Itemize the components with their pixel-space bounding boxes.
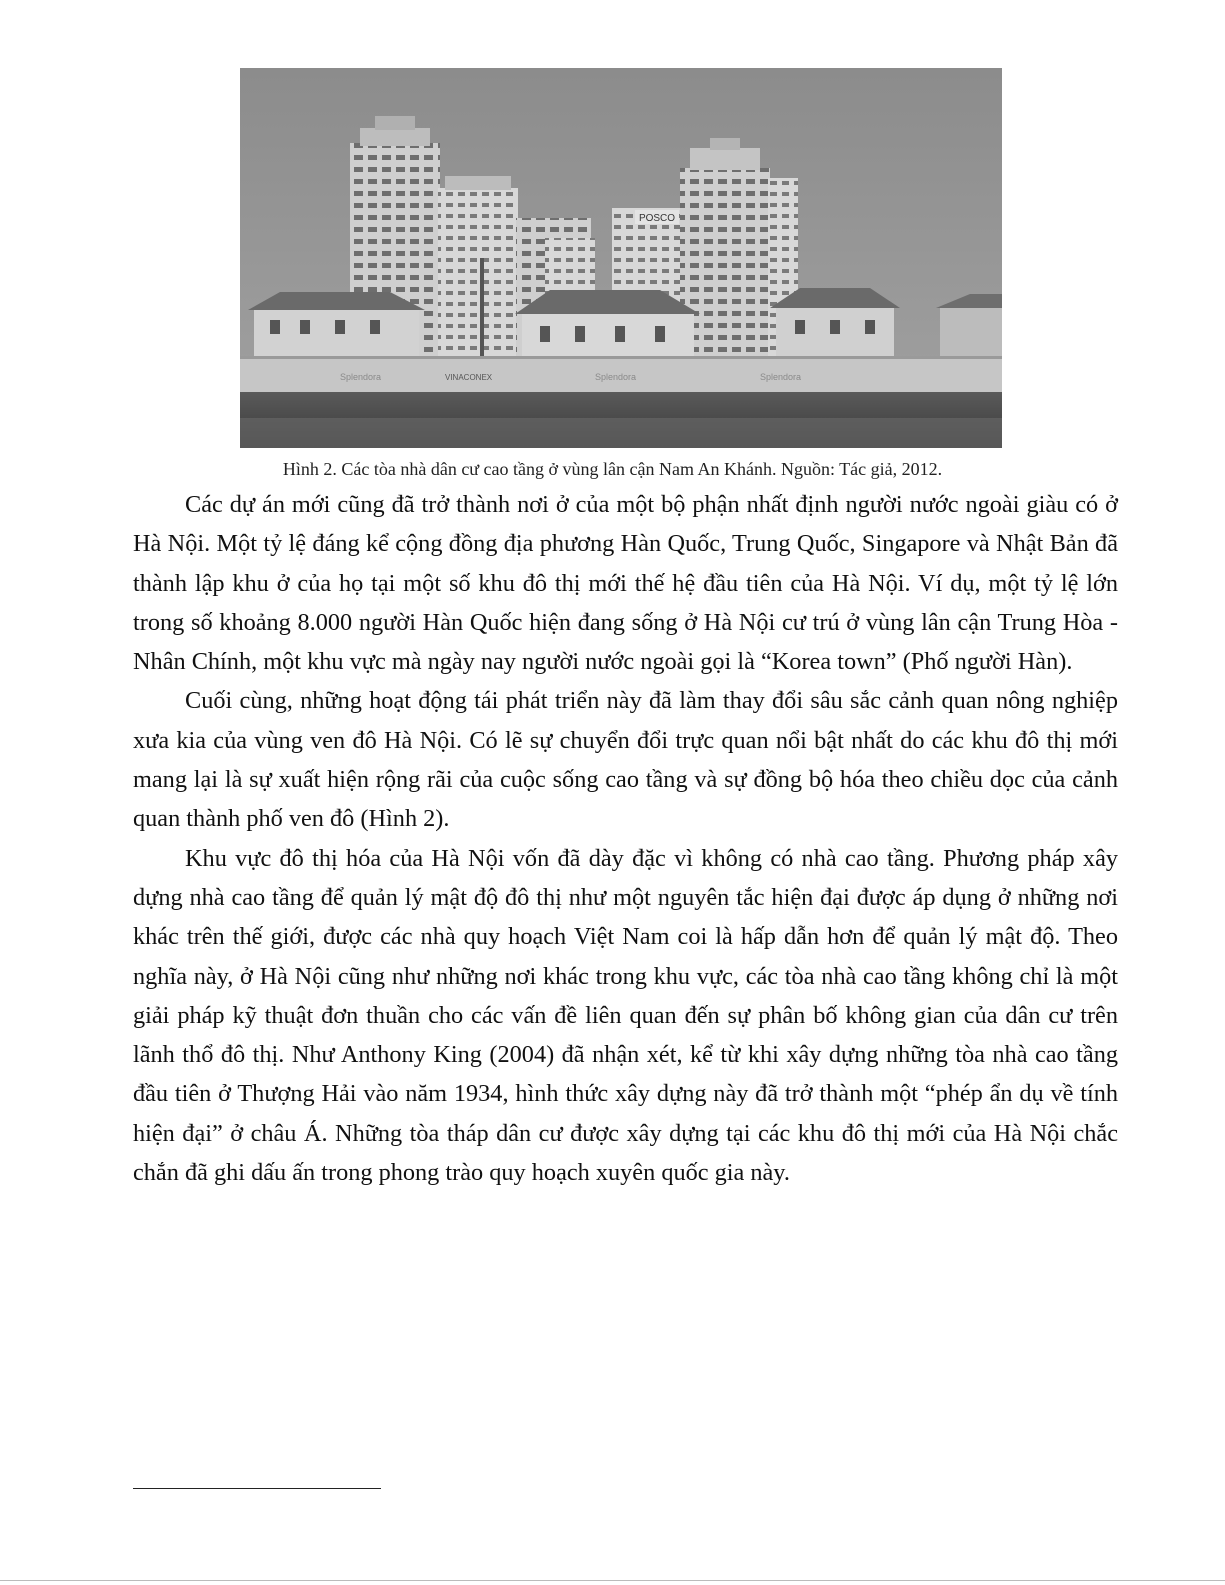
page-bottom-rule (0, 1580, 1225, 1581)
posco-sign: POSCO (638, 213, 676, 224)
wall-logo-2: VINACONEX (445, 373, 493, 382)
wall-logo-4: Splendora (760, 372, 802, 382)
figure-photo (240, 68, 1002, 448)
wall-logo-3: Splendora (595, 372, 637, 382)
footnote-separator (133, 1488, 381, 1489)
body-text (133, 485, 1118, 1192)
paragraph-3: Khu vực đô thị hóa của Hà Nội vốn đã dày đặc vì không có nhà cao tầng. Phương pháp xây dựng nhà cao tầng để quản lý mật độ đô thị như một nguyên tắc hiện đại được áp dụng ở những nơi khác trên thế giới, được các nhà quy hoạch Việt Nam coi là hấp dẫn hơn để quản lý mật độ. Theo nghĩa này, ở Hà Nội cũng như những nơi khác trong khu vực, các tòa nhà cao tầng không chỉ là một giải pháp kỹ thuật đơn thuần cho các vấn đề liên quan đến sự phân bố không gian của dân cư trên lãnh thổ đô thị. Như Anthony King (2004) đã nhận xét, kể từ khi xây dựng những tòa nhà cao tầng đầu tiên ở Thượng Hải vào năm 1934, hình thức xây dựng này đã trở thành một “phép ẩn dụ về tính hiện đại” ở châu Á. Những tòa tháp dân cư được xây dựng tại các khu đô thị mới của Hà Nội chắc chắn đã ghi dấu ấn trong phong trào quy hoạch xuyên quốc gia này. (133, 844, 1118, 1187)
wall-logo-1: Splendora (340, 372, 382, 382)
paragraph-2: Cuối cùng, những hoạt động tái phát triển này đã làm thay đổi sâu sắc cảnh quan nông nghiệp xưa kia của vùng ven đô Hà Nội. Có lẽ sự chuyển đổi trực quan nổi bật nhất do các khu đô thị mới mang lại là sự xuất hiện rộng rãi của cuộc sống cao tầng và sự đồng bộ hóa theo chiều dọc của cảnh quan thành phố ven đô (Hình 2). (133, 687, 1118, 833)
figure-caption: Hình 2. Các tòa nhà dân cư cao tầng ở vùng lân cận Nam An Khánh. Nguồn: Tác giả, 2012. (282, 459, 943, 479)
paragraph-1: Các dự án mới cũng đã trở thành nơi ở của một bộ phận nhất định người nước ngoài giàu có ở Hà Nội. Một tỷ lệ đáng kể cộng đồng địa phương Hàn Quốc, Trung Quốc, Singapore và Nhật Bản đã thành lập khu ở của họ tại một số khu đô thị mới thế hệ đầu tiên của Hà Nội. Ví dụ, một tỷ lệ lớn trong số khoảng 8.000 người Hàn Quốc hiện đang sống ở Hà Nội cư trú ở vùng lân cận Trung Hòa - Nhân Chính, một khu vực mà ngày nay người nước ngoài gọi là “Korea town” (Phố người Hàn). (133, 491, 1118, 676)
